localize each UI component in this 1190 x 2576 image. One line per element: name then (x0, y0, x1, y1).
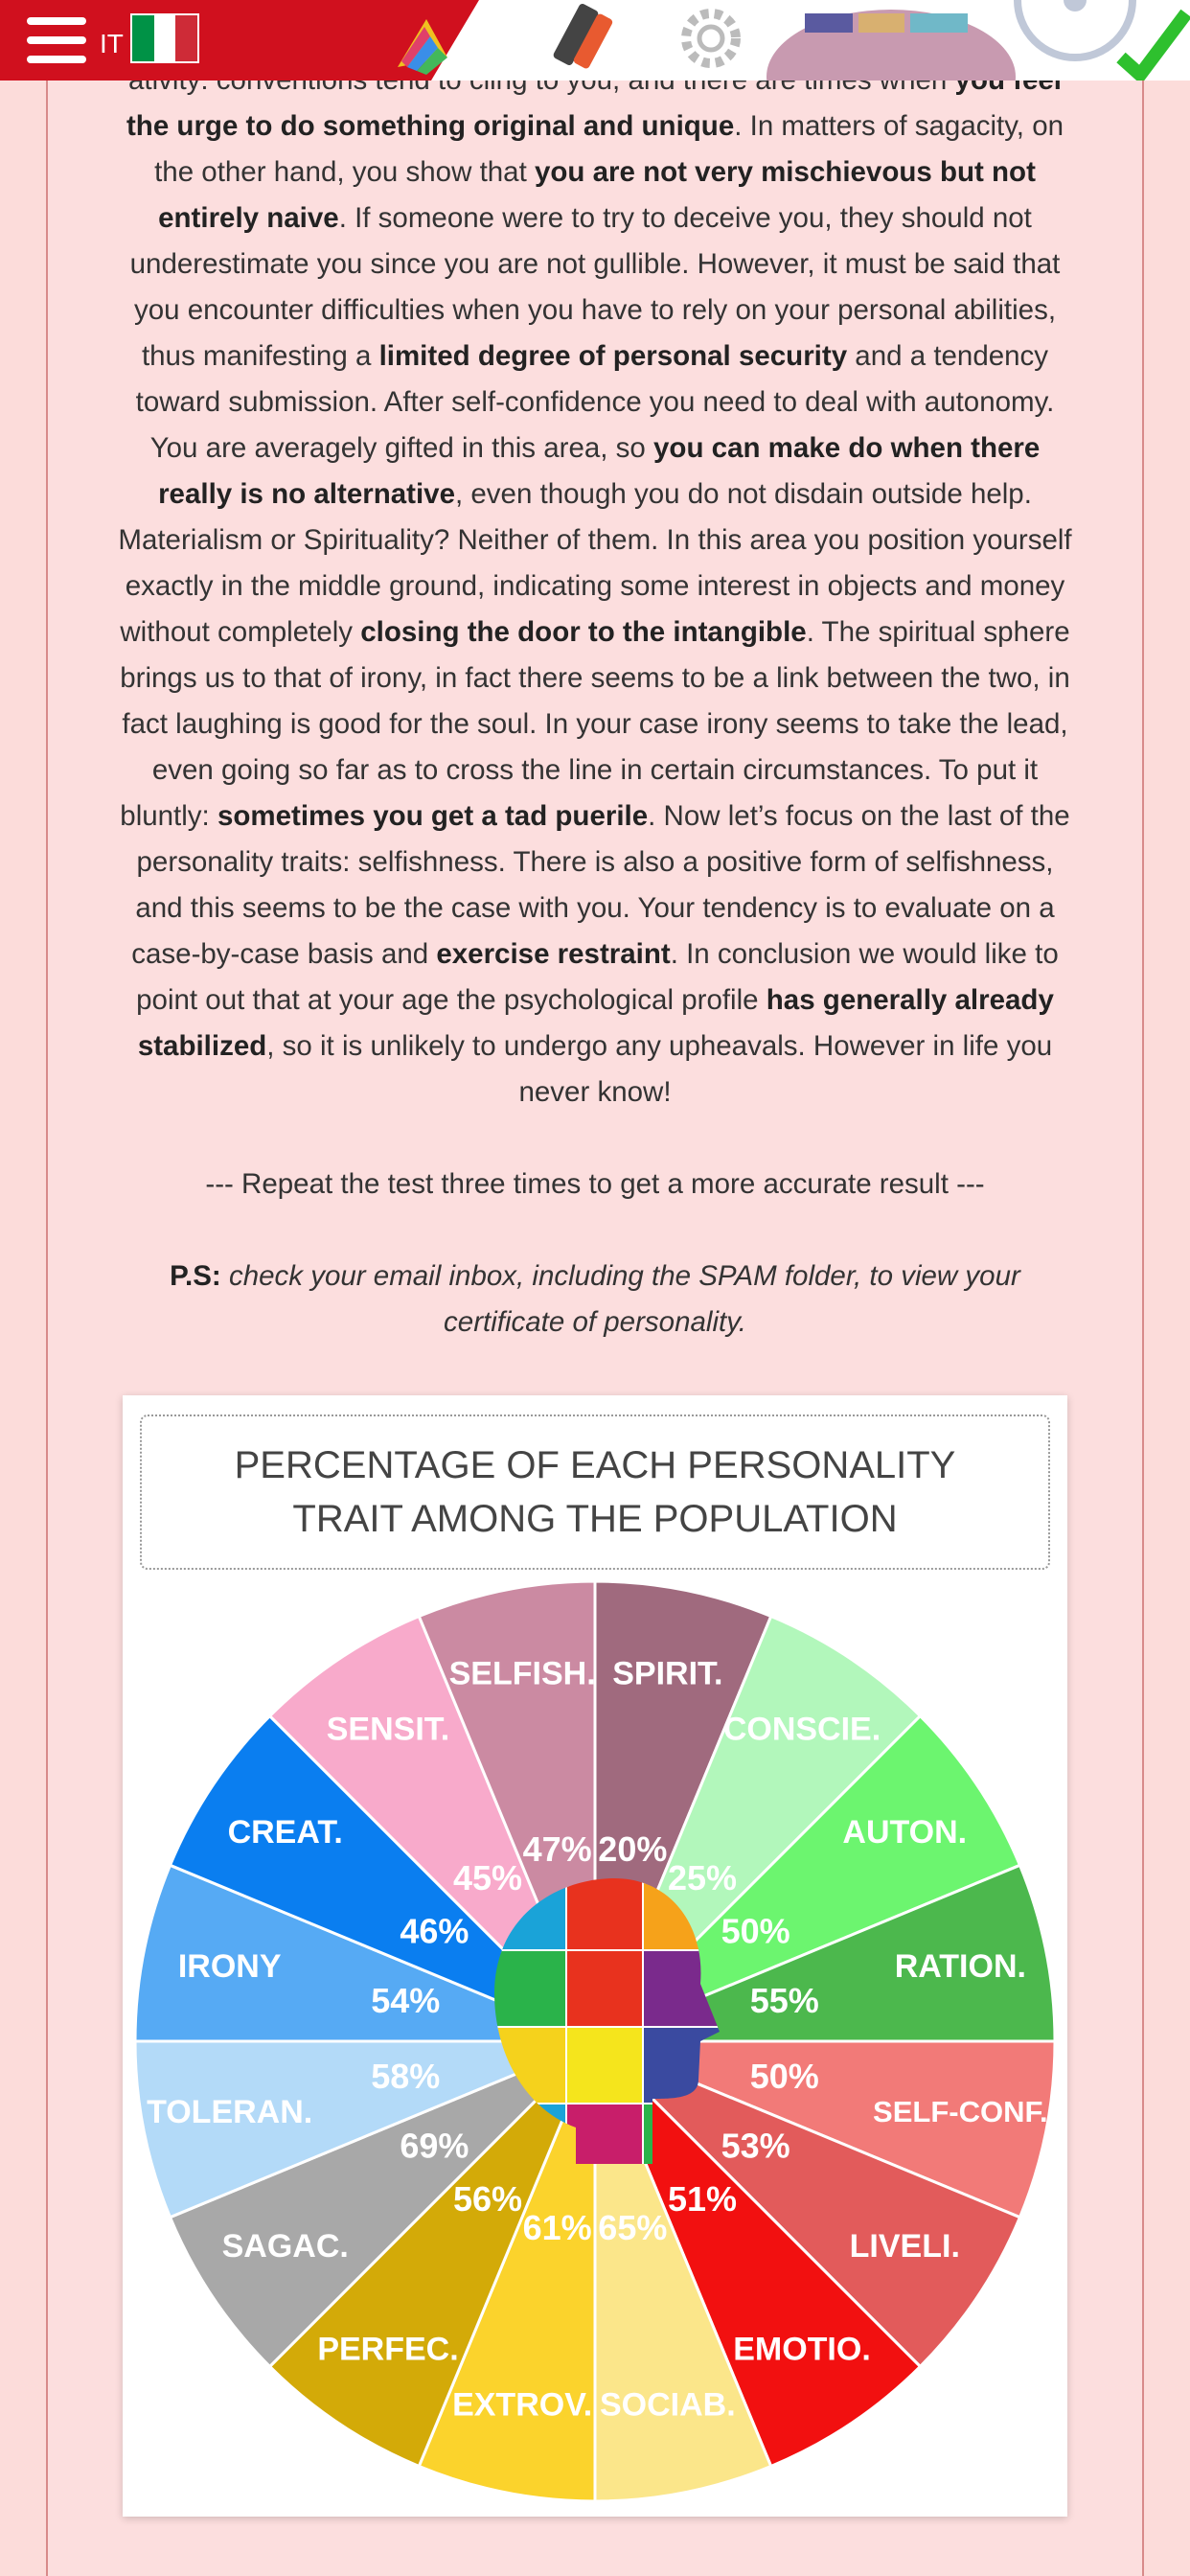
slice-percent: 54% (371, 1981, 441, 2021)
slice-label: SELFISH. (448, 1655, 596, 1692)
top-header (0, 0, 1190, 80)
slice-percent: 20% (598, 1828, 668, 1869)
slice-label: SOCIAB. (600, 2386, 736, 2424)
bold-segment: has generally already stabilized (137, 984, 1054, 1062)
checkmark-icon (1111, 0, 1190, 80)
bold-segment: exercise restraint (436, 938, 671, 970)
markers-icon (546, 0, 623, 80)
hamburger-menu-icon[interactable] (27, 17, 86, 63)
slice-label: PERFEC. (317, 2331, 459, 2368)
text-segment: . If someone were to try to deceive you, they should not underestimate you since you are not gullible. However, it must be said that you encounter difficulties when you have to rely on your personal abilities, thus manifesting a (129, 202, 1061, 372)
slice-label: CONSCIE. (722, 1711, 881, 1748)
text-segment: . In conclusion we would like to point out that at your age the psychological profile (136, 938, 1059, 1016)
gear-icon (675, 0, 747, 80)
ps-text: check your email inbox, including the SPAM folder, to view your certificate of personality. (220, 1260, 1020, 1338)
slice-percent: 25% (667, 1857, 738, 1898)
bold-segment: closing the door to the intangible (360, 616, 807, 648)
palette-photo-icon (767, 0, 1016, 80)
text-segment: . Now let’s focus on the last of the personality traits: selfishness. There is also a positive form of selfishness, and this seems to be the case with you. Your tendency is to evaluate on a case-by-case basis and (131, 800, 1070, 970)
text-segment: , even though you do not disdain outside help. Materialism or Spirituality? Neither of them. In this area you position yourself exactly in the middle ground, indicating some interest in objects and money without completely (118, 478, 1072, 648)
slice-percent: 53% (721, 2126, 790, 2166)
slice-label: SELF-CONF. (873, 2095, 1048, 2129)
slice-percent: 65% (598, 2208, 668, 2248)
text-segment: , so it is unlikely to undergo any upheavals. However in life you never know! (266, 1030, 1053, 1108)
slice-label: EXTROV. (452, 2386, 593, 2424)
personality-wheel-chart (123, 1579, 1067, 2509)
slice-percent: 55% (749, 1981, 819, 2021)
slice-percent: 50% (749, 2056, 819, 2096)
repeat-test-note: --- Repeat the test three times to get a more accurate result --- (205, 1168, 985, 1200)
slice-label: AUTON. (842, 1813, 968, 1851)
slice-percent: 50% (721, 1911, 790, 1951)
chart-title: PERCENTAGE OF EACH PERSONALITY TRAIT AMONG THE POPULATION (140, 1414, 1050, 1570)
trait-chart-card (123, 1395, 1067, 2517)
text-segment: . The spiritual sphere brings us to that of irony, in fact there seems to be a link between the two, in fact laughing is good for the soul. In your case irony seems to take the lead, even going so far as to cross the line in certain circumstances. To put it bluntly: (120, 616, 1070, 832)
result-paragraph (113, 58, 1077, 1116)
bold-segment: the urge to do something original and unique (126, 110, 735, 142)
slice-percent: 46% (400, 1911, 469, 1951)
color-palette-icon (388, 0, 455, 80)
slice-percent: 58% (371, 2056, 441, 2096)
bold-segment: sometimes you get a tad puerile (217, 800, 649, 832)
slice-percent: 61% (522, 2208, 592, 2248)
text-segment: and a tendency toward submission. After self-confidence you need to deal with autonomy. You are averagely gifted in this area, so (135, 340, 1055, 464)
slice-label: SPIRIT. (612, 1655, 723, 1692)
slice-label: SENSIT. (326, 1711, 450, 1748)
slice-label: TOLERAN. (147, 2093, 313, 2130)
slice-percent: 69% (400, 2126, 469, 2166)
slice-label: EMOTIO. (733, 2331, 871, 2368)
italian-flag-icon[interactable] (130, 13, 199, 63)
slice-percent: 51% (667, 2179, 738, 2220)
slice-percent: 56% (452, 2179, 523, 2220)
slice-percent: 45% (452, 1857, 523, 1898)
bold-segment: you are not very mischievous but not entirely naive (158, 156, 1036, 234)
slice-label: LIVELI. (849, 2227, 960, 2265)
slice-label: CREAT. (227, 1813, 343, 1851)
slice-label: IRONY (177, 1948, 282, 1986)
bold-segment: you can make do when there really is no alternative (158, 432, 1041, 510)
result-text (113, 58, 1077, 1346)
text-segment: . In matters of sagacity, on the other hand, you show that (154, 110, 1064, 188)
bold-segment: limited degree of personal security (378, 340, 848, 372)
ps-label: P.S: (170, 1260, 221, 1292)
language-code[interactable]: IT (100, 29, 124, 58)
slice-percent: 47% (522, 1828, 592, 1869)
slice-label: SAGAC. (221, 2227, 349, 2265)
slice-label: RATION. (894, 1948, 1026, 1986)
ps-note (113, 1254, 1077, 1346)
